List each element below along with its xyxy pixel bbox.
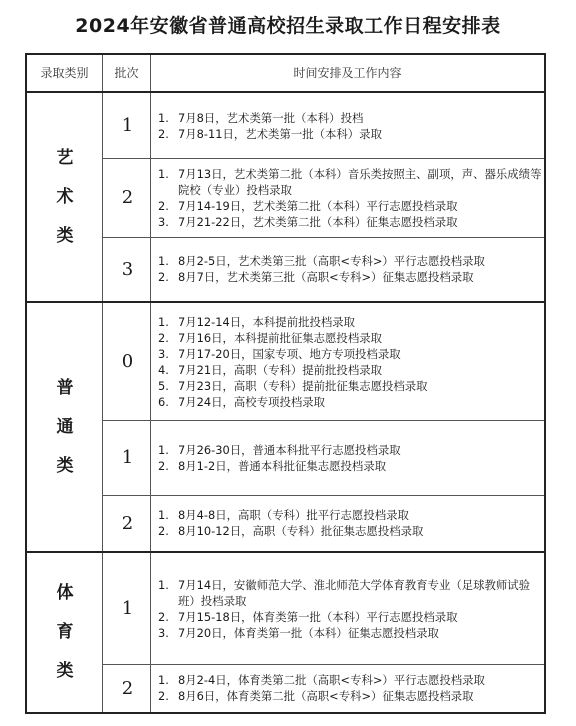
- header-category: 录取类别: [40, 66, 89, 80]
- schedule-content-cell: [152, 495, 544, 551]
- item-number: 1.: [158, 110, 169, 125]
- item-text: 8月2-5日，艺术类第三批（高职<专科>）平行志愿投档录取: [178, 254, 485, 268]
- category-char: 体: [56, 583, 74, 603]
- schedule-item-list: [152, 166, 542, 230]
- item-number: 1.: [158, 508, 169, 522]
- schedule-item: [158, 523, 542, 539]
- item-text: 7月14日，安徽师范大学、淮北师范大学体育教育专业（足球教师试验班）投档录取: [178, 577, 531, 608]
- item-text: 7月8日，艺术类第一批（本科）投档: [178, 110, 364, 125]
- item-number: 1.: [158, 314, 169, 329]
- schedule-item: [158, 330, 542, 346]
- batch-number: 1: [121, 598, 134, 619]
- schedule-item: [158, 198, 542, 214]
- item-number: 3.: [158, 625, 169, 640]
- category-char: 类: [56, 661, 74, 681]
- item-text: 7月13日，艺术类第二批（本科）音乐类按照主、副项，声、器乐成绩等院校（专业）投档录取: [178, 166, 542, 197]
- item-text: 7月16日，本科提前批征集志愿投档录取: [178, 330, 382, 345]
- item-text: 8月10-12日，高职（专科）批征集志愿投档录取: [178, 524, 424, 538]
- header-content: 时间安排及工作内容: [293, 66, 402, 80]
- item-text: 7月12-14日，本科提前批投档录取: [178, 314, 356, 329]
- item-number: 2.: [158, 270, 169, 284]
- category-char: 类: [56, 225, 74, 246]
- category-name: [57, 574, 74, 691]
- schedule-item: [158, 362, 542, 378]
- schedule-item-list: [152, 253, 542, 285]
- schedule-content-cell: [152, 237, 544, 301]
- schedule-item: [158, 394, 542, 410]
- schedule-item: [158, 442, 542, 458]
- category-name: [57, 369, 74, 486]
- batch-number: 2: [121, 677, 134, 699]
- batch-number: 0: [121, 351, 134, 372]
- category-cell: [27, 93, 103, 301]
- item-text: 7月21日，高职（专科）提前批投档录取: [178, 362, 382, 377]
- schedule-item: [158, 166, 542, 198]
- schedule-item: [158, 577, 542, 609]
- schedule-item: [158, 609, 542, 625]
- item-number: 2.: [158, 524, 169, 538]
- schedule-content-cell: [152, 420, 544, 495]
- schedule-content-cell: [152, 303, 544, 420]
- schedule-item: [158, 688, 542, 704]
- category-char: 普: [56, 377, 74, 398]
- schedule-item: [158, 507, 542, 523]
- item-number: 1.: [158, 577, 169, 592]
- batch-number: 3: [121, 258, 134, 280]
- item-number: 2.: [158, 198, 169, 213]
- schedule-content-cell: [152, 158, 544, 237]
- item-number: 2.: [158, 330, 169, 345]
- schedule-item: [158, 458, 542, 474]
- category-name: [57, 139, 74, 256]
- item-text: 8月1-2日，普通本科批征集志愿投档录取: [178, 458, 387, 473]
- batch-number: 2: [121, 187, 134, 208]
- batch-number: 2: [121, 512, 134, 534]
- schedule-item: [158, 214, 542, 230]
- schedule-item: [158, 126, 542, 142]
- schedule-item: [158, 378, 542, 394]
- schedule-item-list: [152, 577, 542, 641]
- category-char: 术: [56, 186, 74, 207]
- schedule-table: [25, 53, 546, 714]
- schedule-item-list: [152, 314, 542, 410]
- item-text: 8月6日，体育类第二批（高职<专科>）征集志愿投档录取: [178, 689, 474, 703]
- schedule-item: [158, 269, 542, 285]
- schedule-item: [158, 314, 542, 330]
- category-char: 艺: [56, 147, 74, 168]
- item-number: 6.: [158, 394, 169, 409]
- item-number: 2.: [158, 126, 169, 141]
- item-number: 4.: [158, 362, 169, 377]
- item-text: 8月7日，艺术类第三批（高职<专科>）征集志愿投档录取: [178, 270, 474, 284]
- item-number: 1.: [158, 442, 169, 457]
- item-text: 7月15-18日，体育类第一批（本科）平行志愿投档录取: [178, 609, 458, 624]
- schedule-item: [158, 253, 542, 269]
- schedule-item: [158, 672, 542, 688]
- item-number: 5.: [158, 378, 169, 393]
- item-text: 8月2-4日，体育类第二批（高职<专科>）平行志愿投档录取: [178, 673, 485, 687]
- schedule-content-cell: [152, 93, 544, 158]
- schedule-content-cell: [152, 553, 544, 664]
- schedule-item: [158, 625, 542, 641]
- item-text: 7月24日，高校专项投档录取: [178, 394, 326, 409]
- schedule-item-list: [152, 442, 542, 474]
- batch-number: 1: [121, 447, 134, 468]
- header-batch: 批次: [114, 66, 139, 80]
- item-text: 7月26-30日，普通本科批平行志愿投档录取: [178, 442, 401, 457]
- item-number: 1.: [158, 254, 169, 268]
- schedule-content-cell: [152, 664, 544, 712]
- item-number: 2.: [158, 689, 169, 703]
- schedule-item-list: [152, 672, 542, 704]
- category-char: 育: [56, 622, 74, 642]
- item-number: 1.: [158, 673, 169, 687]
- schedule-item: [158, 346, 542, 362]
- item-number: 3.: [158, 214, 169, 229]
- item-number: 1.: [158, 166, 169, 181]
- item-text: 7月23日，高职（专科）提前批征集志愿投档录取: [178, 378, 428, 393]
- item-number: 2.: [158, 609, 169, 624]
- category-cell: [27, 553, 103, 712]
- item-text: 7月21-22日，艺术类第二批（本科）征集志愿投档录取: [178, 214, 458, 229]
- item-text: 7月20日，体育类第一批（本科）征集志愿投档录取: [178, 625, 439, 640]
- item-text: 8月4-8日，高职（专科）批平行志愿投档录取: [178, 508, 409, 522]
- schedule-item-list: [152, 110, 542, 142]
- item-number: 2.: [158, 458, 169, 473]
- category-cell: [27, 303, 103, 551]
- schedule-item: [158, 110, 542, 126]
- category-char: 通: [56, 416, 74, 437]
- item-text: 7月14-19日，艺术类第二批（本科）平行志愿投档录取: [178, 198, 458, 213]
- item-number: 3.: [158, 346, 169, 361]
- batch-number: 1: [121, 115, 134, 136]
- item-text: 7月8-11日，艺术类第一批（本科）录取: [178, 126, 382, 141]
- item-text: 7月17-20日，国家专项、地方专项投档录取: [178, 346, 401, 361]
- page-title: 2024年安徽省普通高校招生录取工作日程安排表: [75, 15, 501, 37]
- schedule-item-list: [152, 507, 542, 539]
- category-char: 类: [56, 455, 74, 476]
